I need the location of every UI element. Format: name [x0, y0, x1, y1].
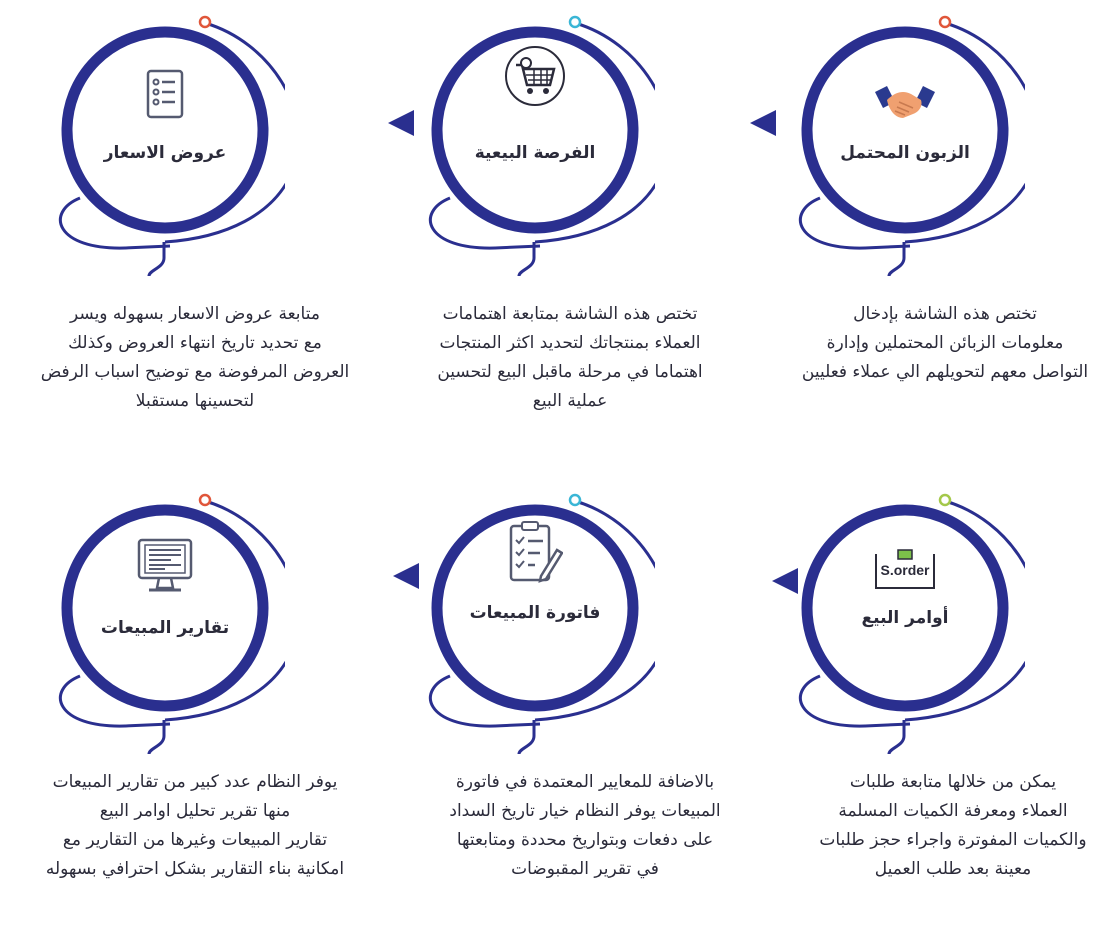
description-line: المبيعات يوفر النظام خيار تاريخ السداد [449, 801, 721, 821]
globe-ring-icon [785, 478, 1025, 778]
globe-dot-icon [570, 495, 580, 505]
description-line: متابعة عروض الاسعار بسهوله ويسر [70, 304, 320, 324]
flow-arrow-left-2 [388, 110, 414, 136]
globe-dot-icon [200, 17, 210, 27]
description-line: على دفعات وبتواريخ محددة ومتابعتها [456, 830, 714, 850]
step-sales-opportunity [415, 0, 655, 300]
step-sales-orders-description [788, 768, 1118, 884]
description-line: تختص هذه الشاشة بإدخال [853, 304, 1037, 324]
step-sales-opportunity-description [405, 300, 735, 416]
step-sales-invoice [415, 478, 655, 778]
description-line: العملاء ومعرفة الكميات المسلمة [838, 801, 1068, 821]
description-line: منها تقرير تحليل اوامر البيع [99, 801, 291, 821]
step-title: الزبون المحتمل [840, 143, 970, 163]
step-title: عروض الاسعار [103, 143, 227, 163]
globe-dot-icon [200, 495, 210, 505]
globe-dot-icon [940, 17, 950, 27]
step-potential-customer [785, 0, 1025, 300]
description-line: يوفر النظام عدد كبير من تقارير المبيعات [52, 772, 338, 792]
step-title: فاتورة المبيعات [469, 603, 601, 623]
step-title: أوامر البيع [861, 608, 949, 628]
description-line: العملاء بمنتجاتك لتحديد اكثر المنتجات [439, 333, 701, 353]
description-line: لتحسينها مستقبلا [135, 391, 255, 411]
step-price-quotes-description [30, 300, 360, 416]
sales-order-box-label: S.order [880, 562, 930, 578]
description-line: امكانية بناء التقارير بشكل احترافي بسهوله [45, 859, 345, 879]
description-line: معينة بعد طلب العميل [874, 859, 1032, 879]
step-sales-invoice-description [420, 768, 750, 884]
description-line: بالاضافة للمعايير المعتمدة في فاتورة [455, 772, 715, 792]
step-title: الفرصة البيعية [474, 143, 596, 163]
description-line: والكميات المفوترة واجراء حجز طلبات [819, 830, 1087, 850]
description-line: تقارير المبيعات وغيرها من التقارير مع [62, 830, 328, 850]
step-sales-reports-description [30, 768, 360, 884]
globe-dot-icon [570, 17, 580, 27]
description-line: مع تحديد تاريخ انتهاء العروض وكذلك [68, 333, 322, 353]
globe-dot-icon [940, 495, 950, 505]
step-price-quotes [45, 0, 285, 300]
step-potential-customer-description [780, 300, 1110, 387]
description-line: تختص هذه الشاشة بمتابعة اهتمامات [442, 304, 698, 324]
step-sales-orders [785, 478, 1025, 778]
description-line: العروض المرفوضة مع توضيح اسباب الرفض [40, 362, 350, 382]
description-line: اهتماما في مرحلة ماقبل البيع لتحسين [437, 362, 703, 382]
description-line: عملية البيع [532, 391, 608, 411]
flow-arrow-left-4 [393, 563, 419, 589]
description-line: في تقرير المقبوضات [511, 859, 659, 879]
flow-arrow-left-3 [772, 568, 798, 594]
description-line: يمكن من خلالها متابعة طلبات [849, 772, 1057, 792]
description-line: معلومات الزبائن المحتملين وإدارة [826, 333, 1064, 353]
step-title: تقارير المبيعات [100, 618, 230, 638]
description-line: التواصل معهم لتحويلهم الي عملاء فعليين [801, 362, 1089, 382]
flow-arrow-left-1 [750, 110, 776, 136]
step-sales-reports [45, 478, 285, 778]
